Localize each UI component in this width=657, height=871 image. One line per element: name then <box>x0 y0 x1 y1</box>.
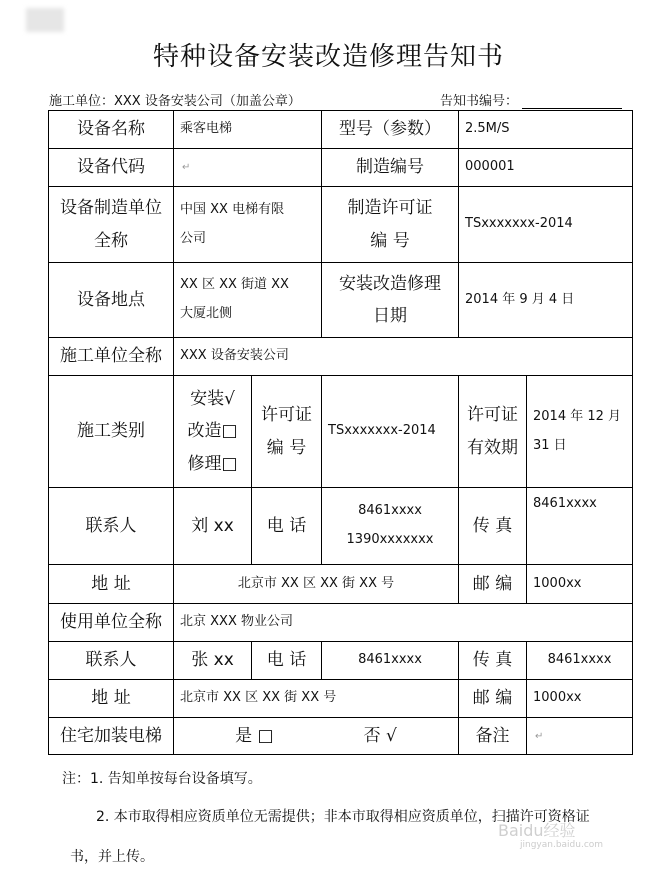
location-line1: XX 区 XX 街道 XX <box>180 277 289 293</box>
watermark-brand: Baidu经验 <box>498 821 576 840</box>
table-row <box>49 187 633 263</box>
residential-label: 住宅加装电梯 <box>49 718 174 755</box>
user-fax-label: 传 真 <box>459 642 527 680</box>
user-postcode-value[interactable]: 1000xx <box>527 680 633 718</box>
location-value[interactable] <box>174 263 322 338</box>
work-type-repair[interactable]: 修理□ <box>187 453 238 474</box>
permit-no-label <box>252 376 322 488</box>
table-row <box>49 718 633 755</box>
work-date-label <box>322 263 459 338</box>
maker-line1: 中国 XX 电梯有限 <box>180 201 285 217</box>
table-row <box>49 111 633 149</box>
residential-no-option[interactable]: 否 √ <box>363 726 397 746</box>
contact-label: 联系人 <box>49 488 174 565</box>
serial-label: 制造编号 <box>322 149 459 187</box>
return-mark: ↵ <box>535 730 544 742</box>
blurred-header-mark <box>26 8 64 32</box>
document-title: 特种设备安装改造修理告知书 <box>152 42 504 72</box>
table-row <box>49 338 633 376</box>
phone-label: 电 话 <box>252 488 322 565</box>
user-phone-label: 电 话 <box>252 642 322 680</box>
serial-value[interactable]: 000001 <box>459 149 633 187</box>
user-full-label: 使用单位全称 <box>49 604 174 642</box>
contractor-full-value[interactable]: XXX 设备安装公司 <box>174 338 633 376</box>
notice-number-blank[interactable] <box>522 94 622 109</box>
permit-valid-label <box>459 376 527 488</box>
work-type-options[interactable] <box>174 376 252 488</box>
permit-no-value[interactable]: TSxxxxxxx-2014 <box>322 376 459 488</box>
permit-valid-label-line1: 许可证 <box>467 405 518 426</box>
user-address-value[interactable]: 北京市 XX 区 XX 街 XX 号 <box>174 680 459 718</box>
user-full-value[interactable]: 北京 XXX 物业公司 <box>174 604 633 642</box>
user-contact-value[interactable]: 张 xx <box>174 642 252 680</box>
user-fax-value[interactable]: 8461xxxx <box>527 642 633 680</box>
license-label-line1: 制造许可证 <box>347 198 433 219</box>
address-label: 地 址 <box>49 565 174 604</box>
phone-line1: 8461xxxx <box>358 503 422 519</box>
user-contact-label: 联系人 <box>49 642 174 680</box>
user-address-label: 地 址 <box>49 680 174 718</box>
contractor-unit-line: 施工单位：XXX 设备安装公司（加盖公章） <box>49 94 301 109</box>
device-code-value[interactable] <box>174 149 322 187</box>
license-value[interactable]: TSxxxxxxx-2014 <box>459 187 633 263</box>
device-name-value[interactable]: 乘客电梯 <box>174 111 322 149</box>
table-row <box>49 149 633 187</box>
license-label-line2: 编 号 <box>370 230 410 251</box>
fax-value[interactable]: 8461xxxx <box>527 488 633 565</box>
remark-label: 备注 <box>459 718 527 755</box>
model-label: 型号（参数） <box>322 111 459 149</box>
device-name-label: 设备名称 <box>49 111 174 149</box>
address-value[interactable]: 北京市 XX 区 XX 街 XX 号 <box>174 565 459 604</box>
work-date-value[interactable]: 2014 年 9 月 4 日 <box>459 263 633 338</box>
work-type-label: 施工类别 <box>49 376 174 488</box>
notice-number-label: 告知书编号： <box>440 94 519 109</box>
work-type-install[interactable]: 安装√ <box>190 389 235 410</box>
work-type-modify[interactable]: 改造□ <box>187 421 238 442</box>
remark-value[interactable] <box>527 718 633 755</box>
maker-label-line2: 全称 <box>94 230 128 251</box>
note-line-2: 2. 本市取得相应资质单位无需提供；非本市取得相应资质单位，扫描许可资格证 <box>96 809 590 825</box>
permit-valid-line2: 31 日 <box>533 437 567 453</box>
note-line-3: 书，并上传。 <box>70 849 154 865</box>
model-value[interactable]: 2.5M/S <box>459 111 633 149</box>
fax-label: 传 真 <box>459 488 527 565</box>
residential-yes-option[interactable]: 是 □ <box>235 726 274 746</box>
contact-value[interactable]: 刘 xx <box>174 488 252 565</box>
table-row <box>49 680 633 718</box>
location-line2: 大厦北侧 <box>180 306 233 321</box>
permit-valid-label-line2: 有效期 <box>467 437 518 458</box>
postcode-value[interactable]: 1000xx <box>527 565 633 604</box>
permit-no-label-line1: 许可证 <box>261 405 312 426</box>
residential-options <box>174 718 459 755</box>
phone-value[interactable] <box>322 488 459 565</box>
permit-no-label-line2: 编 号 <box>266 437 307 458</box>
maker-value[interactable] <box>174 187 322 263</box>
maker-label <box>49 187 174 263</box>
device-code-label: 设备代码 <box>49 149 174 187</box>
table-row <box>49 263 633 338</box>
work-date-label-line1: 安装改造修理 <box>339 273 441 294</box>
permit-valid-value[interactable] <box>527 376 633 488</box>
permit-valid-line1: 2014 年 12 月 <box>533 408 622 424</box>
user-phone-value[interactable]: 8461xxxx <box>322 642 459 680</box>
license-label <box>322 187 459 263</box>
return-mark: ↵ <box>182 162 191 174</box>
table-row <box>49 376 633 488</box>
location-label: 设备地点 <box>49 263 174 338</box>
table-row <box>49 604 633 642</box>
phone-line2: 1390xxxxxxx <box>346 532 434 547</box>
notice-form-table <box>48 110 633 755</box>
work-date-label-line2: 日期 <box>373 306 407 326</box>
note-line-1: 注：1. 告知单按每台设备填写。 <box>62 771 262 787</box>
table-row <box>49 642 633 680</box>
postcode-label: 邮 编 <box>459 565 527 604</box>
notice-number-field <box>440 90 622 109</box>
contractor-full-label: 施工单位全称 <box>49 338 174 376</box>
user-postcode-label: 邮 编 <box>459 680 527 718</box>
table-row <box>49 488 633 565</box>
watermark-url: jingyan.baidu.com <box>520 840 604 850</box>
maker-label-line1: 设备制造单位 <box>60 198 162 219</box>
table-row <box>49 565 633 604</box>
maker-line2: 公司 <box>180 230 207 246</box>
